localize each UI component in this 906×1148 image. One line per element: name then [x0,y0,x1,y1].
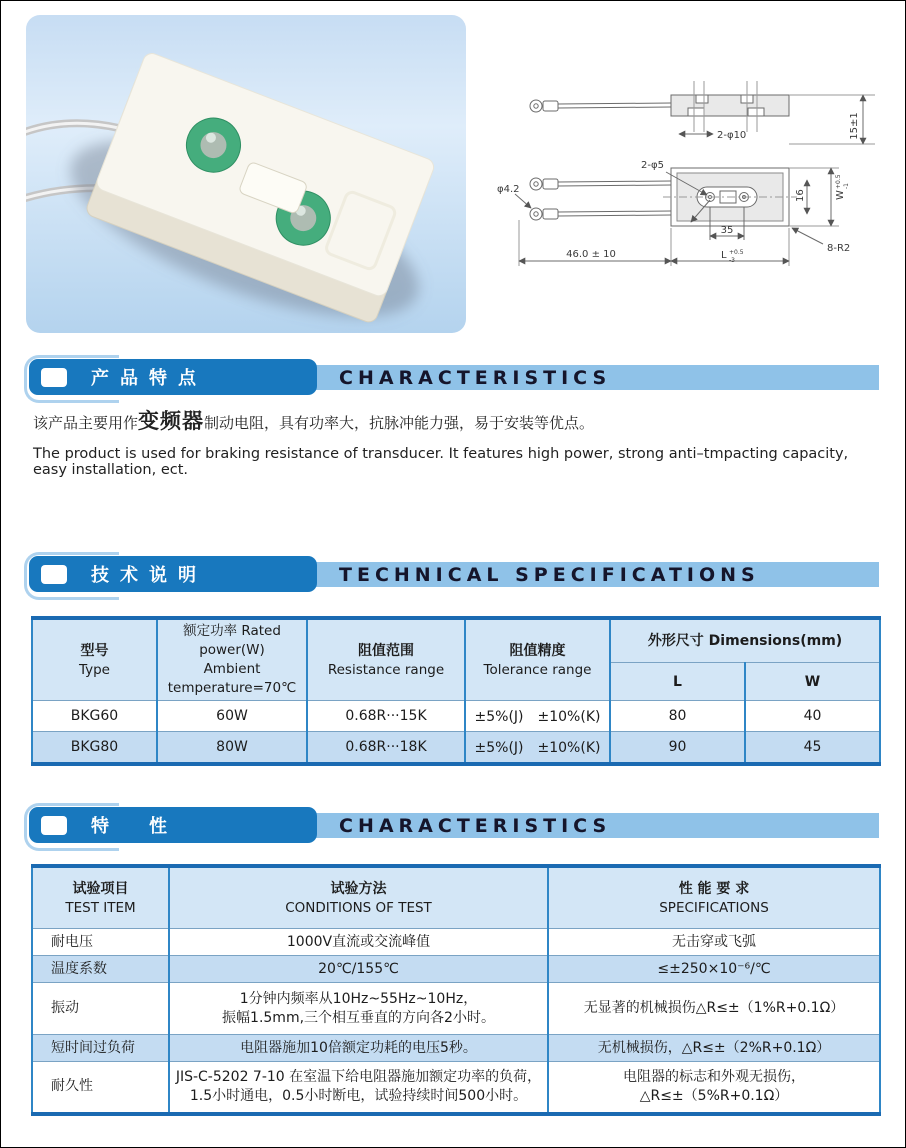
col-header-conditions-en: CONDITIONS OF TEST [285,899,432,916]
cell-type: BKG60 [32,701,157,732]
cell-range: 0.68R···18K [307,732,465,765]
cell-test-item: 耐久性 [32,1062,169,1114]
cell-conditions [169,1035,548,1062]
col-header-length: L [610,663,745,701]
dim-side-height: 15±1 [849,112,860,140]
cell-conditions-line2: 振幅1.5mm,三个相互垂直的方向各2小时。 [222,1009,495,1026]
cell-conditions-line2: 1.5小时通电，0.5小时断电，试验持续时间500小时。 [189,1087,528,1104]
col-header-specifications-zh: 性 能 要 求 [678,880,750,897]
cell-specifications-line1: ≤±250×10⁻⁶/℃ [657,960,771,977]
dim-width-sub: -1 [843,183,850,189]
col-header-range-en: Resistance range [327,661,445,678]
characteristics-table [31,864,881,1116]
square-bullet-icon [41,565,67,584]
cell-power: 80W [157,732,307,765]
cell-conditions-line1: 20℃/155℃ [318,960,399,977]
cell-conditions-line1: 1分钟内频率从10Hz~55Hz~10Hz， [239,990,478,1007]
square-bullet-icon [41,368,67,387]
cell-test-item: 短时间过负荷 [32,1035,169,1062]
cell-range: 0.68R···15K [307,701,465,732]
dimension-drawing [491,56,893,301]
cell-specifications-line1: 无显著的机械损伤△R≤±（1%R+0.1Ω） [583,1000,845,1016]
cell-conditions-line1: JIS-C-5202 7-10 在室温下给电阻器施加额定功率的负荷， [175,1068,542,1085]
cell-width: 40 [745,701,880,732]
col-header-range-zh: 阻值范围 [358,642,414,659]
section-header-characteristics-2 [29,807,879,843]
col-header-type [32,618,157,701]
dim-lead-length: 46.0 ± 10 [566,249,616,260]
cell-specifications [548,929,880,956]
top-view [515,168,839,266]
cell-length: 80 [610,701,745,732]
col-header-tolerance-zh: 阻值精度 [509,642,566,659]
intro-zh-post: 制动电阻，具有功率大，抗脉冲能力强，易于安装等优点。 [204,414,595,432]
col-header-power-line1: 额定功率 Rated power(W) [183,623,281,658]
technical-specifications-table [31,616,881,766]
section-header-characteristics [29,359,879,395]
col-header-tolerance-range [465,618,610,701]
dim-corner-radius: 8-R2 [827,243,851,254]
col-header-tolerance-en: Tolerance range [483,661,592,678]
col-header-width: W [745,663,880,701]
col-header-test-item [32,866,169,929]
cell-specifications-line1: 无机械损伤，△R≤±（2%R+0.1Ω） [597,1039,831,1056]
dim-length-sup: +0.5 [729,249,744,256]
dim-inner: 16 [795,189,806,202]
col-header-dimensions [610,618,880,663]
dim-length-sub: -3 [729,257,735,264]
col-header-type-en: Type [78,661,110,678]
table-row [32,732,880,765]
intro-zh-bold: 变频器 [138,409,205,433]
cell-conditions [169,929,548,956]
table-row [32,983,880,1035]
cell-test-item: 耐电压 [32,929,169,956]
section-band-pill [29,807,317,843]
product-photo [26,15,466,333]
section-title-en: TECHNICAL SPECIFICATIONS [339,563,760,586]
cell-conditions-line1: 电阻器施加10倍额定功耗的电压5秒。 [240,1039,477,1056]
cell-length: 90 [610,732,745,765]
col-header-test-item-zh: 试验项目 [72,880,129,897]
cell-tolerance: ±5%(J) ±10%(K) [465,701,610,732]
section-title-zh: 技术说明 [91,565,207,586]
side-view [530,81,875,144]
intro-en: The product is used for braking resistance of transducer. It features high power, strong anti–tmpacting capacity, easy installation, ect. [33,446,849,478]
col-header-dimensions-label: 外形尺寸 Dimensions(mm) [647,633,843,650]
cell-test-item: 振动 [32,983,169,1035]
col-header-specifications-en: SPECIFICATIONS [659,899,769,916]
col-header-resistance-range [307,618,465,701]
cell-conditions-line1: 1000V直流或交流峰值 [286,933,431,950]
cell-specifications [548,1035,880,1062]
col-header-type-zh: 型号 [80,642,109,659]
cell-specifications-line1: 电阻器的标志和外观无损伤， [623,1068,805,1085]
col-header-rated-power [157,618,307,701]
col-header-power-line2: Ambient temperature=70℃ [167,661,297,696]
dim-width-sup: +0.5 [835,174,842,189]
col-header-conditions [169,866,548,929]
table-row [32,929,880,956]
cell-conditions [169,956,548,983]
intro-zh [33,408,883,436]
table-row [32,1062,880,1114]
dim-holes-side: 2-φ10 [717,130,747,141]
cell-test-item: 温度系数 [32,956,169,983]
dim-holes-top: 2-φ5 [641,160,664,171]
section-band-pill [29,359,317,395]
section-title-en: CHARACTERISTICS [339,814,612,837]
dim-slot-length: 35 [720,225,734,236]
table-row [32,956,880,983]
dim-width: W [835,190,846,200]
intro-paragraph [33,408,883,478]
cell-type: BKG80 [32,732,157,765]
col-header-test-item-en: TEST ITEM [65,899,136,916]
dim-lead-dia: φ4.2 [497,184,520,195]
cell-power: 60W [157,701,307,732]
cell-tolerance: ±5%(J) ±10%(K) [465,732,610,765]
section-title-zh: 产品特点 [91,368,207,389]
cell-width: 45 [745,732,880,765]
cell-specifications [548,1062,880,1114]
product-photo-image [26,15,466,333]
section-title-zh: 特 性 [91,816,178,837]
cell-conditions [169,983,548,1035]
section-header-technical-specifications [29,556,879,592]
section-band-pill [29,556,317,592]
col-header-specifications [548,866,880,929]
cell-conditions [169,1062,548,1114]
table-row [32,701,880,732]
table-row [32,1035,880,1062]
col-header-conditions-zh: 试验方法 [330,880,387,897]
cell-specifications [548,956,880,983]
cell-specifications-line2: △R≤±（5%R+0.1Ω） [639,1087,789,1104]
section-title-en: CHARACTERISTICS [339,366,612,389]
dim-length: L [721,250,727,261]
cell-specifications-line1: 无击穿或飞弧 [672,933,756,950]
square-bullet-icon [41,816,67,835]
cell-specifications [548,983,880,1035]
intro-zh-pre: 该产品主要用作 [33,414,139,432]
dimension-drawing-svg [491,56,893,301]
